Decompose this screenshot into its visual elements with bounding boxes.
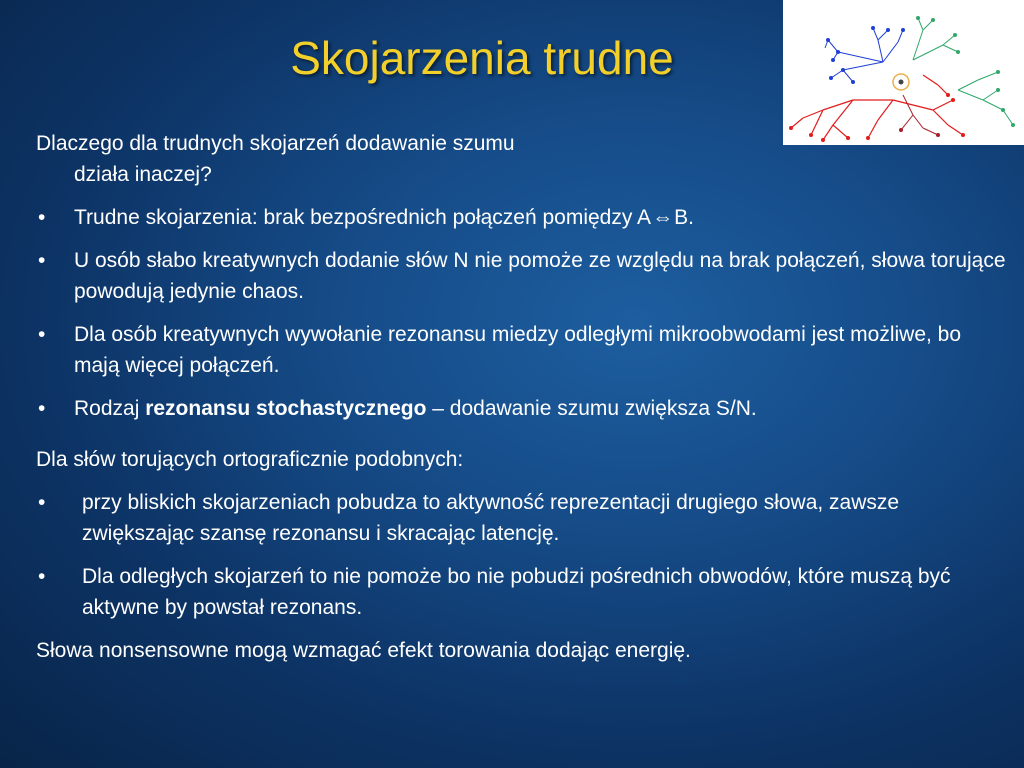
bullet-icon: • <box>38 491 46 514</box>
bullet-icon: • <box>38 249 46 272</box>
intro-line-2: działa inaczej? <box>74 163 212 186</box>
section-heading: Dla słów torujących ortograficznie podobnych: <box>36 448 464 471</box>
bullet-text-before: Rodzaj <box>74 397 146 420</box>
network-graph-image <box>783 0 1024 145</box>
bullet-text: U osób słabo kreatywnych dodanie słów N nie pomoże ze względu na brak połączeń, słowa torujące powodują jedynie chaos. <box>74 249 1006 303</box>
double-arrow-icon: ⇔ <box>652 206 674 229</box>
closing-statement: Słowa nonsensowne mogą wzmagać efekt torowania dodając energię. <box>36 639 691 662</box>
bullet-text: Dla osób kreatywnych wywołanie rezonansu miedzy odległymi mikroobwodami jest możliwe, bo mają więcej połączeń. <box>74 323 962 377</box>
network-graph-icon <box>783 0 1024 145</box>
bullet-text-after: – dodawanie szumu zwiększa S/N. <box>426 397 757 420</box>
slide-body <box>36 128 1006 666</box>
slide-title: Skojarzenia trudne <box>290 32 674 84</box>
intro-question <box>36 128 1006 159</box>
bullet-text-after: B. <box>674 206 694 229</box>
bullet-text: Dla odległych skojarzeń to nie pomoże bo nie pobudzi pośrednich obwodów, które muszą być aktywne by powstał rezonans. <box>82 565 951 619</box>
list-item <box>36 393 1006 424</box>
list-item <box>36 245 1006 307</box>
list-item <box>36 202 1006 233</box>
bullet-icon: • <box>38 323 46 346</box>
bullet-icon: • <box>38 206 46 229</box>
intro-question-continuation <box>36 159 1006 190</box>
bullet-text: przy bliskich skojarzeniach pobudza to aktywność reprezentacji drugiego słowa, zawsze zwiększając szansę rezonansu i skracając latencję. <box>82 491 900 545</box>
bullet-bold-term: rezonansu stochastycznego <box>145 397 427 420</box>
list-item <box>36 561 1006 623</box>
list-item <box>36 319 1006 381</box>
bullet-text-before: Trudne skojarzenia: brak bezpośrednich połączeń pomiędzy A <box>74 206 652 229</box>
list-item <box>36 487 1006 549</box>
bullet-icon: • <box>38 397 46 420</box>
intro-line-1: Dlaczego dla trudnych skojarzeń dodawanie szumu <box>36 132 515 155</box>
bullet-icon: • <box>38 565 46 588</box>
